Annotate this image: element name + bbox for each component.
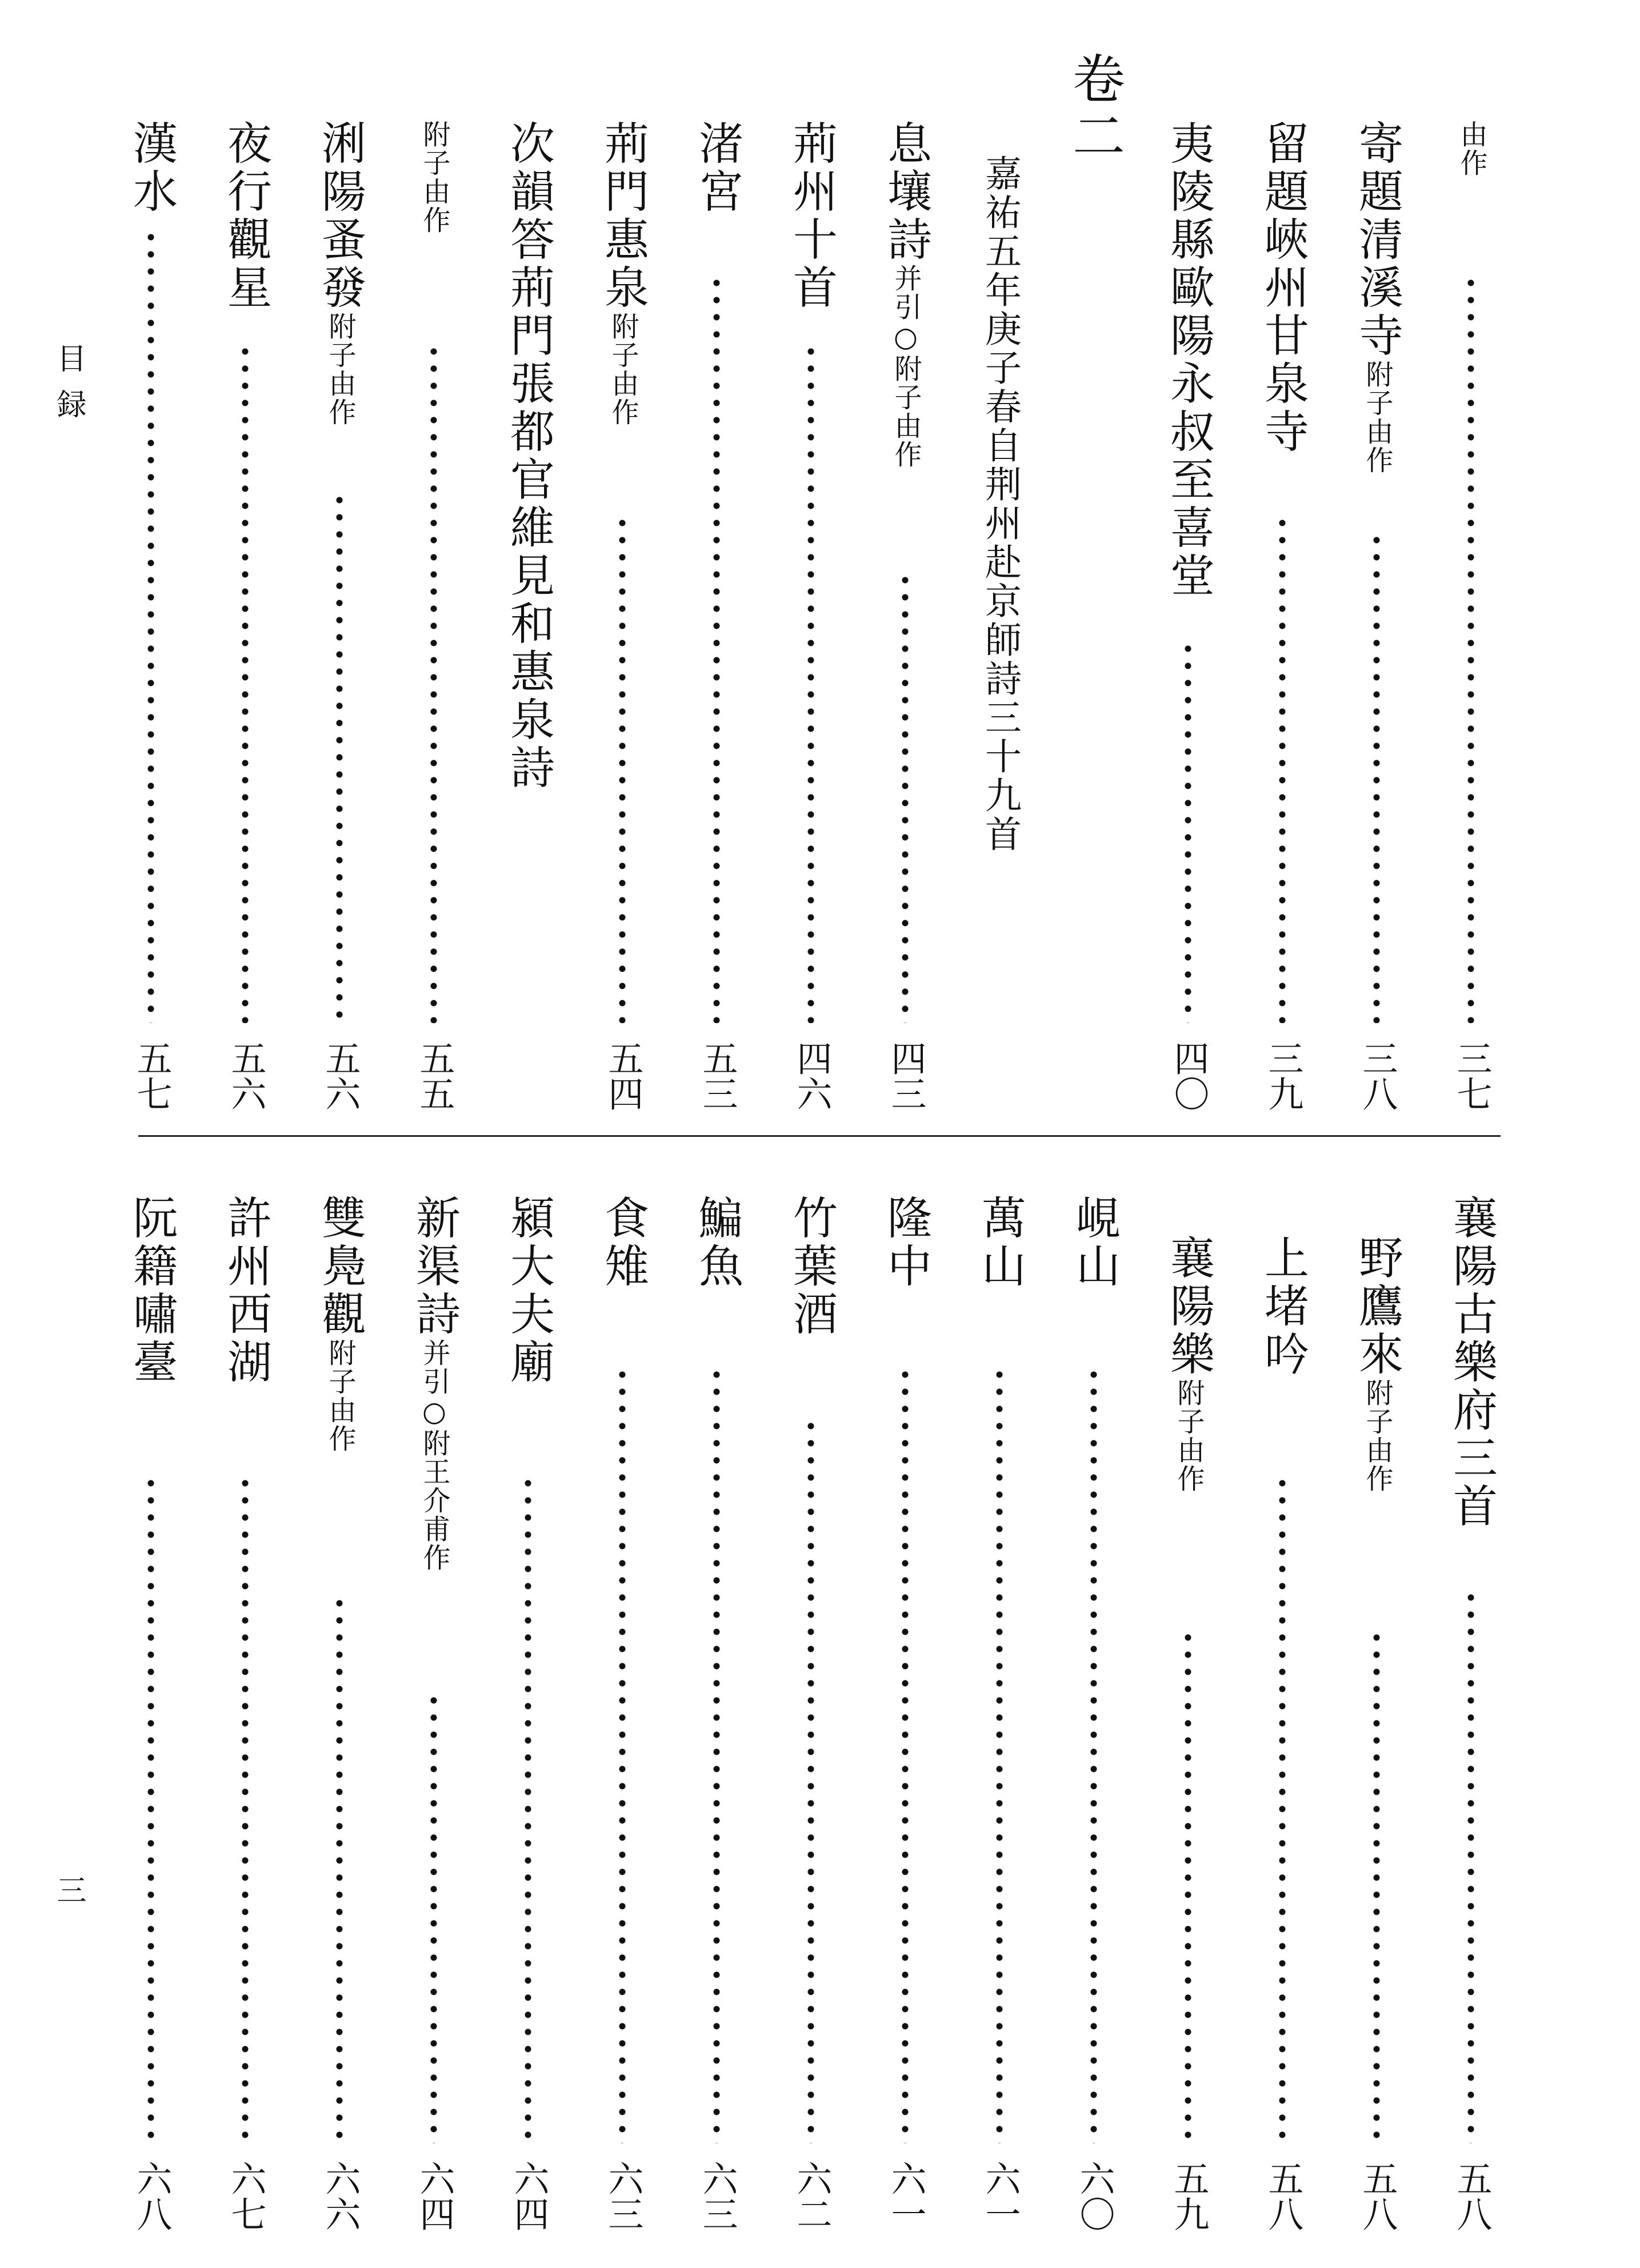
entry-title: 鯿魚	[691, 1195, 743, 1291]
entry-title: 潁大夫廟	[503, 1195, 554, 1387]
toc-entry	[874, 46, 937, 1132]
leader-dots	[1372, 532, 1381, 1023]
subtitle-text: 嘉祐五年庚子春自荆州赴京師詩三十九首	[979, 154, 1021, 854]
toc-entry	[1346, 1195, 1409, 2241]
page-ref: 五六	[225, 1040, 267, 1111]
leader-dots	[523, 1475, 533, 2143]
toc-entry	[1063, 1195, 1126, 2241]
toc-entry	[403, 46, 466, 1132]
leader-dots	[901, 1366, 910, 2143]
leader-dots	[618, 1366, 627, 2143]
leader-dots	[146, 229, 155, 1023]
entry-note: 附子由作	[1361, 360, 1393, 474]
toc-entry	[214, 46, 277, 1132]
entry-note: 附子由作	[607, 312, 639, 426]
toc-entry	[591, 46, 654, 1132]
page-ref: 四六	[791, 1040, 833, 1111]
entry-title: 夷陵縣歐陽永叔至喜堂	[1163, 120, 1214, 600]
entry-note: 附子由作	[1361, 1379, 1393, 1493]
toc-bottom-panel	[126, 1195, 1503, 2241]
entry-title: 留題峽州甘泉寺	[1257, 120, 1309, 456]
leader-dots	[901, 572, 910, 1023]
entry-title: 新渠詩	[409, 1195, 460, 1339]
toc-entry	[1251, 46, 1314, 1132]
toc-entry	[309, 46, 371, 1132]
volume-subtitle	[969, 46, 1031, 1132]
toc-entry	[686, 46, 749, 1132]
entry-title: 竹葉酒	[786, 1195, 837, 1339]
toc-entry	[1157, 1195, 1220, 2241]
toc-entry	[1346, 46, 1409, 1132]
toc-entry	[1440, 46, 1503, 1132]
leader-dots	[1089, 1366, 1098, 2143]
page-ref: 六〇	[1074, 2161, 1115, 2231]
leader-dots	[806, 343, 815, 1023]
leader-dots	[1183, 640, 1193, 1023]
toc-entry	[591, 1195, 654, 2241]
toc-entry	[214, 1195, 277, 2241]
page-ref: 六二	[791, 2161, 833, 2231]
entry-title: 襄陽古樂府三首	[1446, 1195, 1497, 1531]
toc-entry	[403, 1195, 466, 2241]
entry-note: 附子由作	[324, 1339, 356, 1453]
entry-title: 食雉	[597, 1195, 649, 1291]
leader-dots	[1278, 1475, 1287, 2143]
entry-title: 寄題清溪寺	[1351, 120, 1403, 360]
toc-entry	[780, 1195, 843, 2241]
entry-title: 荊州十首	[786, 120, 837, 312]
toc-entry	[874, 1195, 937, 2241]
entry-note: 并引○附子由作	[890, 264, 922, 469]
leader-dots	[1466, 1589, 1475, 2143]
page-ref: 六四	[414, 2161, 455, 2231]
entry-title: 漢水	[126, 120, 177, 216]
running-head: 目録	[51, 343, 86, 434]
page-ref: 六一	[885, 2161, 927, 2231]
leader-dots	[241, 343, 250, 1023]
entry-note: 由作	[1455, 120, 1487, 177]
toc-entry	[120, 46, 183, 1132]
page-ref: 五三	[697, 1040, 738, 1111]
leader-dots	[429, 343, 438, 1023]
toc-entry	[309, 1195, 371, 2241]
page-ref: 五六	[319, 1040, 361, 1111]
toc-top-panel	[126, 46, 1503, 1132]
toc-entry	[1440, 1195, 1503, 2241]
entry-title: 雙鳧觀	[314, 1195, 366, 1339]
entry-note: 并引○附王介甫作	[418, 1339, 450, 1572]
leader-dots	[335, 492, 344, 1023]
entry-title: 隆中	[880, 1195, 931, 1291]
page-ref: 六四	[508, 2161, 550, 2231]
leader-dots	[429, 1692, 438, 2143]
entry-title: 野鷹來	[1351, 1235, 1403, 1379]
entry-title: 萬山	[974, 1195, 1026, 1291]
page-ref: 四〇	[1168, 1040, 1210, 1111]
leader-dots	[1372, 1629, 1381, 2143]
toc-entry	[497, 1195, 560, 2241]
page-ref: 五九	[1168, 2161, 1210, 2231]
page-ref: 五八	[1357, 2161, 1398, 2231]
entry-title: 阮籍嘯臺	[126, 1195, 177, 1387]
page-ref: 三八	[1357, 1040, 1398, 1111]
page-ref: 四三	[885, 1040, 927, 1111]
page-ref: 六八	[131, 2161, 173, 2231]
volume-heading	[1063, 46, 1126, 1132]
leader-dots	[1278, 514, 1287, 1023]
leader-dots	[995, 1366, 1004, 2143]
page-ref: 五五	[414, 1040, 455, 1111]
leader-dots	[241, 1475, 250, 2143]
leader-dots	[712, 274, 721, 1023]
page-ref: 五四	[602, 1040, 644, 1111]
entry-title: 許州西湖	[220, 1195, 271, 1387]
page-ref: 三七	[1451, 1040, 1493, 1111]
page-ref: 五八	[1262, 2161, 1304, 2231]
leader-dots	[146, 1475, 155, 2143]
entry-title: 浰陽蚤發	[314, 120, 366, 312]
toc-entry	[1157, 46, 1220, 1132]
entry-note: 附子由作	[1173, 1379, 1205, 1493]
section-divider	[138, 1135, 1501, 1137]
entry-title: 渚宮	[691, 120, 743, 216]
entry-title: 夜行觀星	[220, 120, 271, 312]
page-ref: 五八	[1451, 2161, 1493, 2231]
volume-title: 卷二	[1064, 51, 1125, 166]
entry-title: 荊門惠泉	[597, 120, 649, 312]
toc-entry	[780, 46, 843, 1132]
toc-entry	[686, 1195, 749, 2241]
leader-dots	[618, 514, 627, 1023]
page-ref: 六一	[979, 2161, 1021, 2231]
toc-entry	[1251, 1195, 1314, 2241]
page-ref: 三九	[1262, 1040, 1304, 1111]
page-ref: 六七	[225, 2161, 267, 2231]
leader-dots	[1183, 1629, 1193, 2143]
page-ref: 六三	[697, 2161, 738, 2231]
entry-title: 息壤詩	[880, 120, 931, 264]
entry-title: 襄陽樂	[1163, 1235, 1214, 1379]
leader-dots	[712, 1366, 721, 2143]
page-ref: 六三	[602, 2161, 644, 2231]
page-number: 三	[51, 1875, 86, 1920]
leader-dots	[1466, 274, 1475, 1023]
leader-dots	[806, 1418, 815, 2143]
toc-entry	[120, 1195, 183, 2241]
leader-dots	[335, 1595, 344, 2143]
toc-entry	[969, 1195, 1031, 2241]
page-ref: 五七	[131, 1040, 173, 1111]
entry-title: 上堵吟	[1257, 1235, 1309, 1379]
entry-title: 峴山	[1069, 1195, 1120, 1291]
page-ref: 六六	[319, 2161, 361, 2231]
entry-note: 附子由作	[418, 120, 450, 234]
entry-note: 附子由作	[324, 312, 356, 426]
toc-entry	[497, 46, 560, 1132]
entry-title: 次韻答荊門張都官維見和惠泉詩	[503, 120, 554, 792]
